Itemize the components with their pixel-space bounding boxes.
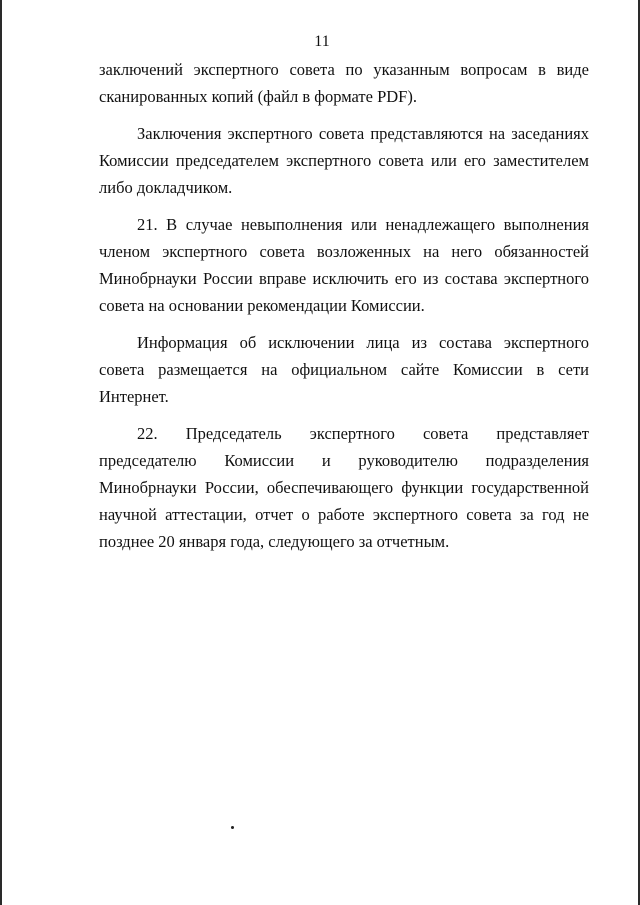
paragraph-exclusion-info: Информация об исключении лица из состава экспертного совета размещается на официальном сайте Комиссии в сети Интернет. — [99, 333, 589, 406]
paragraph-item-22: 22. Председатель экспертного совета представляет председателю Комиссии и руководителю подразделения Минобрнауки России, обеспечивающего функции государственной научной аттестации, отчет о работе экспертного совета за год не позднее 20 января года, следующего за отчетным. — [99, 424, 589, 551]
document-body — [99, 56, 589, 565]
paragraph-item-21: 21. В случае невыполнения или ненадлежащего выполнения членом экспертного совета возложенных на него обязанностей Минобрнауки России вправе исключить его из состава экспертного совета на основании рекомендации Комиссии. — [99, 215, 589, 315]
page-number: 11 — [314, 33, 330, 50]
paragraph-conclusions-presentation: Заключения экспертного совета представляются на заседаниях Комиссии председателем экспертного совета или его заместителем либо докладчиком. — [99, 124, 589, 197]
paragraph-continuation: заключений экспертного совета по указанным вопросам в виде сканированных копий (файл в формате PDF). — [99, 60, 589, 106]
scan-speck — [231, 826, 234, 829]
